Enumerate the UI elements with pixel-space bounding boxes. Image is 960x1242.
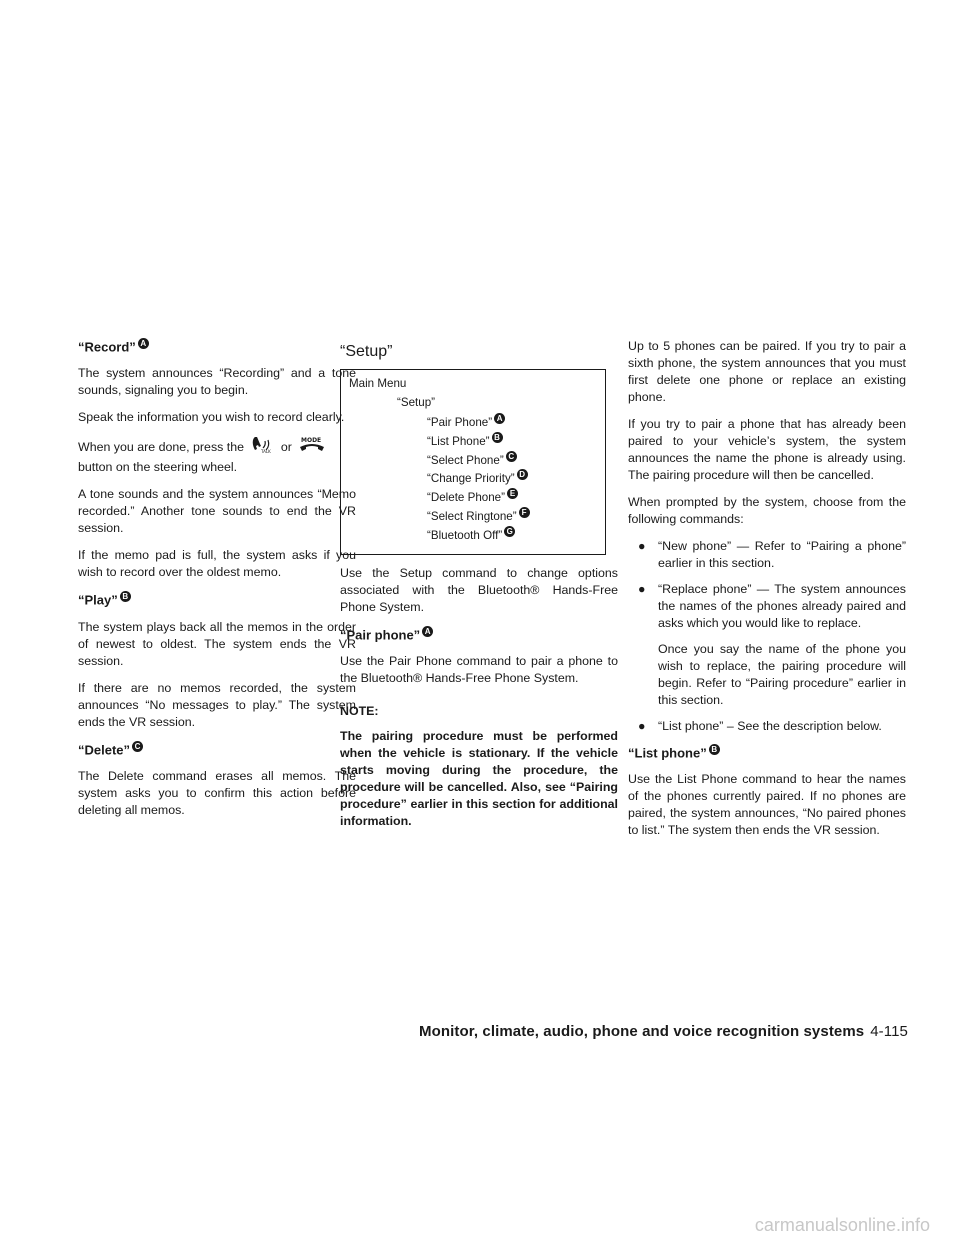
setup-para-1: Use the Setup command to change options associated with the Bluetooth® Hands-Free Phone System. — [340, 566, 618, 614]
marker-a: A — [422, 626, 433, 637]
phone-talk-icon — [249, 436, 275, 459]
record-para-2: Speak the information you wish to record clearly. — [78, 410, 345, 425]
list-phone-para: Use the List Phone command to hear the names of the phones currently paired. If no phones are paired, the system announces, “No paired phones to list.” The system then ends the VR session. — [628, 772, 906, 838]
page-footer — [419, 1023, 908, 1040]
record-para-5: If the memo pad is full, the system asks if you wish to record over the oldest memo. — [78, 548, 356, 580]
list-item: ● “Replace phone” — The system announces the names of the phones already paired and asks which you would like to replace. — [638, 582, 906, 630]
play-heading: “Play” B — [78, 591, 356, 608]
menu-root: Main Menu — [349, 377, 407, 390]
column-left — [78, 338, 356, 829]
record-para-4: A tone sounds and the system announces “Memo recorded.” Another tone sounds to end the VR session. — [78, 487, 356, 536]
play-para-1: The system plays back all the memos in the order of newest to oldest. The system ends the VR session. — [78, 619, 356, 668]
pair-limit-para: Up to 5 phones can be paired. If you try to pair a sixth phone, the system announces that you must first delete one phone or replace an existing phone. — [628, 339, 906, 404]
commands-intro-para: When prompted by the system, choose from the following commands: — [628, 495, 906, 526]
note-heading: NOTE: — [340, 704, 379, 719]
list-item: ● “New phone” — Refer to “Pairing a phone” earlier in this section. — [638, 539, 906, 570]
list-phone-heading: “List phone” B — [628, 744, 906, 761]
svg-text:MODE: MODE — [301, 437, 322, 445]
menu-item-select-ringtone: “Select Ringtone” F — [349, 507, 597, 526]
marker-b: B — [120, 591, 131, 602]
pair-phone-heading: “Pair phone” A — [340, 626, 618, 643]
watermark: carmanualsonline.info — [754, 1215, 930, 1235]
menu-setup: “Setup” — [397, 395, 436, 409]
menu-item-list-phone: “List Phone” B — [349, 432, 597, 451]
marker-a: A — [138, 338, 149, 349]
delete-heading: “Delete” C — [78, 741, 356, 758]
column-middle — [340, 338, 618, 830]
bullet-icon: ● — [638, 582, 646, 596]
page-number: 4-115 — [870, 1023, 908, 1040]
menu-item-bluetooth-off: “Bluetooth Off” G — [349, 526, 597, 545]
menu-item-delete-phone: “Delete Phone” E — [349, 488, 597, 507]
list-item: ● “List phone” – See the description below. — [638, 719, 882, 733]
record-para-1: The system announces “Recording” and a tone sounds, signaling you to begin. — [78, 366, 356, 398]
replace-phone-continuation: Once you say the name of the phone you wish to replace, the pairing procedure will begin. Refer to “Pairing procedure” earlier in this section. — [658, 642, 906, 707]
svg-text:TALK: TALK — [261, 449, 272, 455]
mode-phone-icon — [297, 436, 327, 459]
record-para-3: When you are done, press the TALK or MODE button on the steering wheel. — [78, 436, 356, 476]
column-right — [628, 338, 906, 849]
menu-item-pair-phone: “Pair Phone” A — [349, 413, 597, 432]
delete-para: The Delete command erases all memos. The system asks you to confirm this action before deleting all memos. — [78, 768, 356, 817]
footer-section-title: Monitor, climate, audio, phone and voice recognition systems — [418, 1023, 865, 1040]
menu-item-select-phone: “Select Phone” C — [349, 451, 597, 470]
bullet-icon: ● — [638, 539, 646, 553]
marker-c: C — [132, 741, 143, 752]
already-paired-para: If you try to pair a phone that has already been paired to your vehicle’s system, the system announces the name the phone is already using. The pairing procedure will then be cancelled. — [628, 417, 906, 482]
bullet-icon: ● — [638, 719, 646, 733]
setup-section-title: “Setup” — [340, 343, 393, 360]
note-body: The pairing procedure must be performed when the vehicle is stationary. If the vehicle starts moving during the procedure, the procedure will be cancelled. Also, see “Pairing procedure” earlier in this section for additional information. — [340, 729, 618, 829]
marker-b: B — [709, 744, 720, 755]
play-para-2: If there are no memos recorded, the system announces “No messages to play.” The system ends the VR session. — [78, 680, 356, 729]
record-heading: “Record” A — [78, 338, 356, 355]
menu-item-change-priority: “Change Priority” D — [349, 469, 597, 488]
setup-menu-diagram — [340, 369, 606, 555]
pair-phone-para: Use the Pair Phone command to pair a phone to the Bluetooth® Hands-Free Phone System. — [340, 654, 618, 686]
